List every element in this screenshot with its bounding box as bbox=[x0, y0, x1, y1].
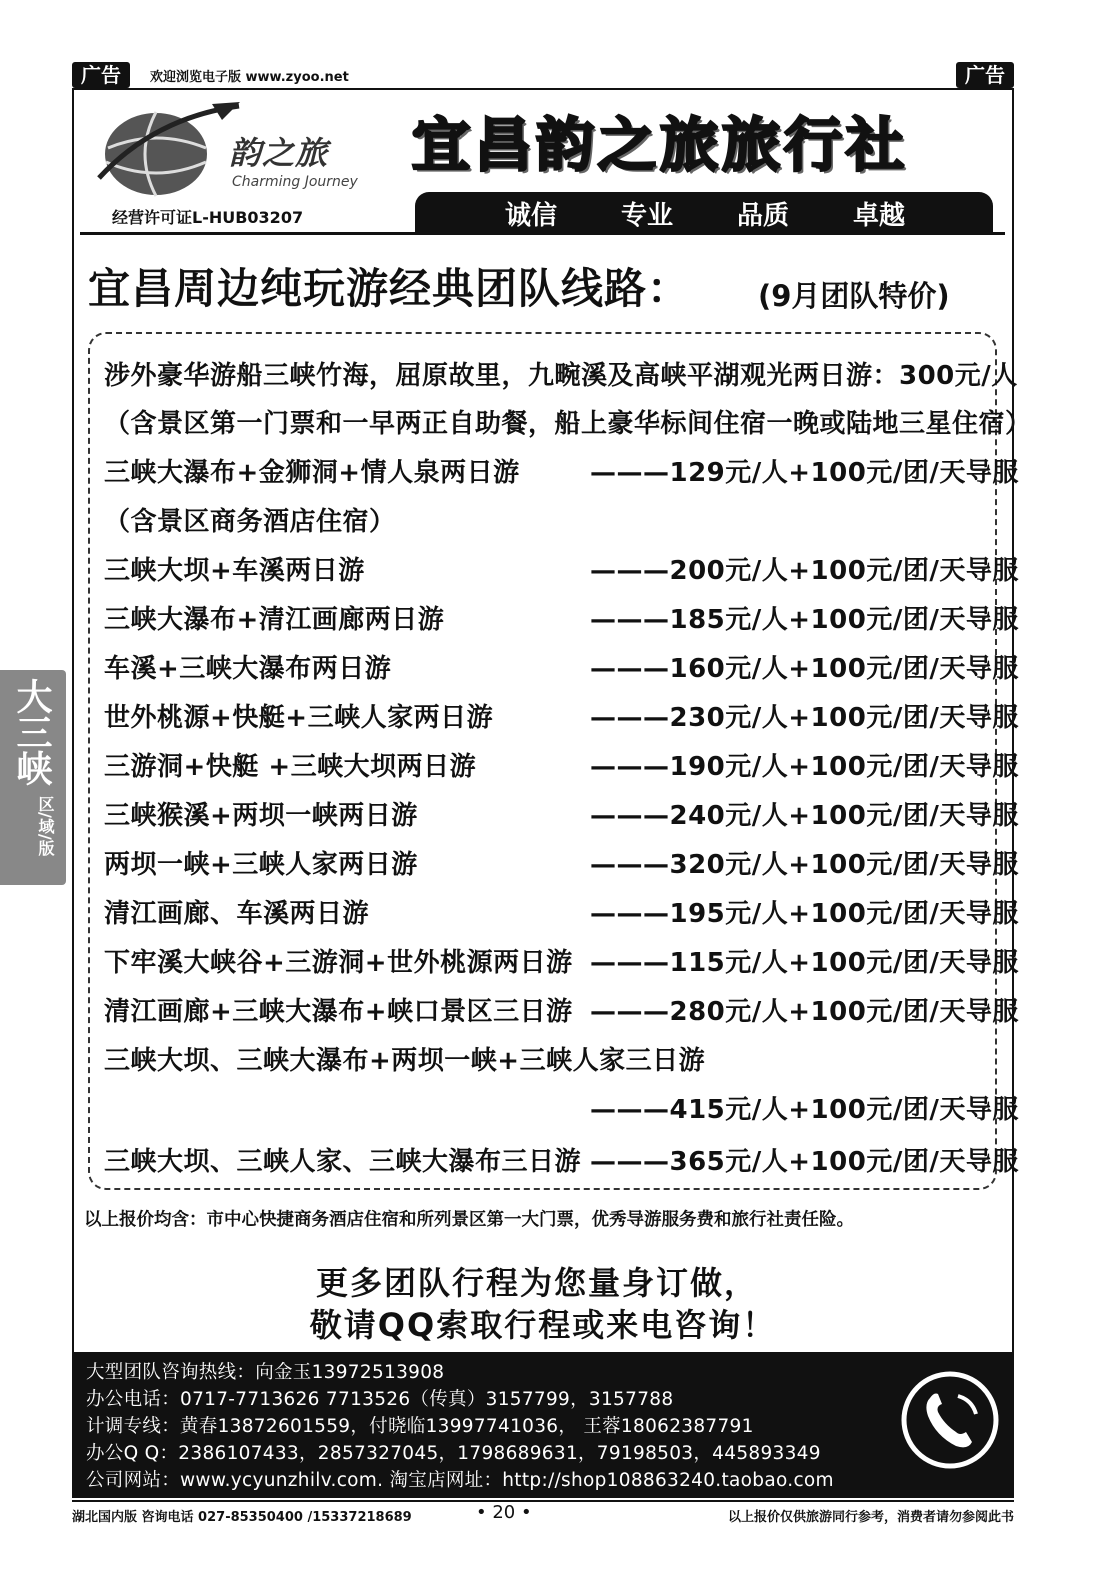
route-name: 涉外豪华游船三峡竹海，屈原故里，九畹溪及高峡平湖观光两日游：300元/人 bbox=[104, 361, 1018, 391]
route-name: 三游洞+快艇 +三峡大坝两日游 bbox=[104, 752, 477, 782]
route-name: 三峡大坝、三峡大瀑布+两坝一峡+三峡人家三日游 bbox=[104, 1046, 706, 1076]
route-name: （含景区第一门票和一早两正自助餐，船上豪华标间住宿一晚或陆地三星住宿） bbox=[104, 409, 1032, 439]
welcome-text[interactable]: 欢迎浏览电子版 www.zyoo.net bbox=[150, 70, 349, 85]
route-name: 世外桃源+快艇+三峡人家两日游 bbox=[104, 703, 494, 733]
slogan-item: 卓越 bbox=[852, 200, 905, 231]
route-price: ———115元/人+100元/团/天导服 bbox=[590, 948, 1019, 978]
contact-line[interactable]: 大型团队咨询热线：向金玉13972513908 bbox=[86, 1362, 445, 1383]
edition-side-tab bbox=[0, 670, 66, 885]
route-name: 清江画廊+三峡大瀑布+峡口景区三日游 bbox=[104, 997, 573, 1027]
side-tab-label: 区/域/版 bbox=[36, 796, 55, 856]
footer-disclaimer: 以上报价仅供旅游同行参考，消费者请勿参阅此书 bbox=[727, 1510, 1014, 1525]
route-name: 三峡大坝+车溪两日游 bbox=[104, 556, 365, 586]
agency-logo bbox=[94, 98, 404, 202]
route-price: ———280元/人+100元/团/天导服 bbox=[590, 997, 1019, 1027]
license-number: 经营许可证L-HUB03207 bbox=[112, 208, 304, 227]
contact-line[interactable]: 计调专线：黄春13872601559，付晓临13997741036， 王蓉18062387791 bbox=[86, 1416, 754, 1437]
route-price: ———129元/人+100元/团/天导服 bbox=[590, 458, 1019, 488]
route-name: （含景区商务酒店住宿） bbox=[104, 507, 396, 537]
slogan-item: 品质 bbox=[736, 200, 789, 231]
route-name: 三峡大瀑布+清江画廊两日游 bbox=[104, 605, 445, 635]
route-name: 车溪+三峡大瀑布两日游 bbox=[104, 654, 392, 684]
page-number: • 20 • bbox=[476, 1502, 532, 1523]
slogan-item: 诚信 bbox=[504, 200, 557, 231]
contact-line[interactable]: 办公Q Q：2386107433，2857327045，1798689631，79198503，445893349 bbox=[86, 1443, 821, 1464]
route-price: ———185元/人+100元/团/天导服 bbox=[590, 605, 1019, 635]
logo-wordmark: 韵之旅 bbox=[229, 134, 329, 172]
route-name: 三峡大瀑布+金狮洞+情人泉两日游 bbox=[104, 458, 520, 488]
route-price: ———240元/人+100元/团/天导服 bbox=[590, 801, 1019, 831]
page-subtitle: (9月团队特价) bbox=[758, 279, 950, 313]
phone-icon bbox=[900, 1370, 1000, 1470]
route-name: 清江画廊、车溪两日游 bbox=[104, 899, 370, 929]
agency-name: 宜昌韵之旅旅行社 bbox=[412, 111, 909, 179]
route-name: 下牢溪大峡谷+三游洞+世外桃源两日游 bbox=[104, 948, 573, 978]
route-price: ———190元/人+100元/团/天导服 bbox=[590, 752, 1019, 782]
ad-tag-right: 广告 bbox=[956, 62, 1014, 88]
route-name: 两坝一峡+三峡人家两日游 bbox=[104, 850, 418, 880]
slogan-bar bbox=[415, 192, 993, 234]
header-divider bbox=[80, 232, 1005, 235]
slogan-item: 专业 bbox=[620, 200, 673, 231]
route-price: ———365元/人+100元/团/天导服 bbox=[590, 1147, 1019, 1177]
ad-tag-left: 广告 bbox=[72, 62, 130, 88]
route-price: ———195元/人+100元/团/天导服 bbox=[590, 899, 1019, 929]
agency-header bbox=[80, 92, 1008, 234]
price-includes-note: 以上报价均含：市中心快捷商务酒店住宿和所列景区第一大门票，优秀导游服务费和旅行社责任险。 bbox=[84, 1210, 854, 1230]
contact-line[interactable]: 公司网站：www.ycyunzhilv.com. 淘宝店网址：http://shop108863240.taobao.com bbox=[86, 1470, 834, 1491]
contact-line[interactable]: 办公电话：0717-7713626 7713526（传真）3157799，3157788 bbox=[86, 1389, 674, 1410]
contact-panel bbox=[74, 1352, 1012, 1496]
side-tab-title: 大三峡 bbox=[11, 678, 53, 786]
footer-divider bbox=[72, 1500, 1014, 1502]
route-price: ———230元/人+100元/团/天导服 bbox=[590, 703, 1019, 733]
cta-line: 敬请QQ索取行程或来电咨询！ bbox=[309, 1306, 777, 1344]
route-price: ———200元/人+100元/团/天导服 bbox=[590, 556, 1019, 586]
route-name: 三峡大坝、三峡人家、三峡大瀑布三日游 bbox=[104, 1147, 582, 1177]
route-price: ———415元/人+100元/团/天导服 bbox=[590, 1095, 1019, 1125]
logo-subtitle: Charming Journey bbox=[232, 174, 358, 190]
route-price: ———160元/人+100元/团/天导服 bbox=[590, 654, 1019, 684]
route-price: ———320元/人+100元/团/天导服 bbox=[590, 850, 1019, 880]
cta-line: 更多团队行程为您量身订做， bbox=[315, 1264, 758, 1302]
globe-plane-icon bbox=[94, 98, 244, 202]
footer-edition-info: 湖北国内版 咨询电话 027-85350400 /15337218689 bbox=[72, 1510, 412, 1525]
route-name: 三峡猴溪+两坝一峡两日游 bbox=[104, 801, 418, 831]
page-title: 宜昌周边纯玩游经典团队线路： bbox=[88, 264, 691, 313]
